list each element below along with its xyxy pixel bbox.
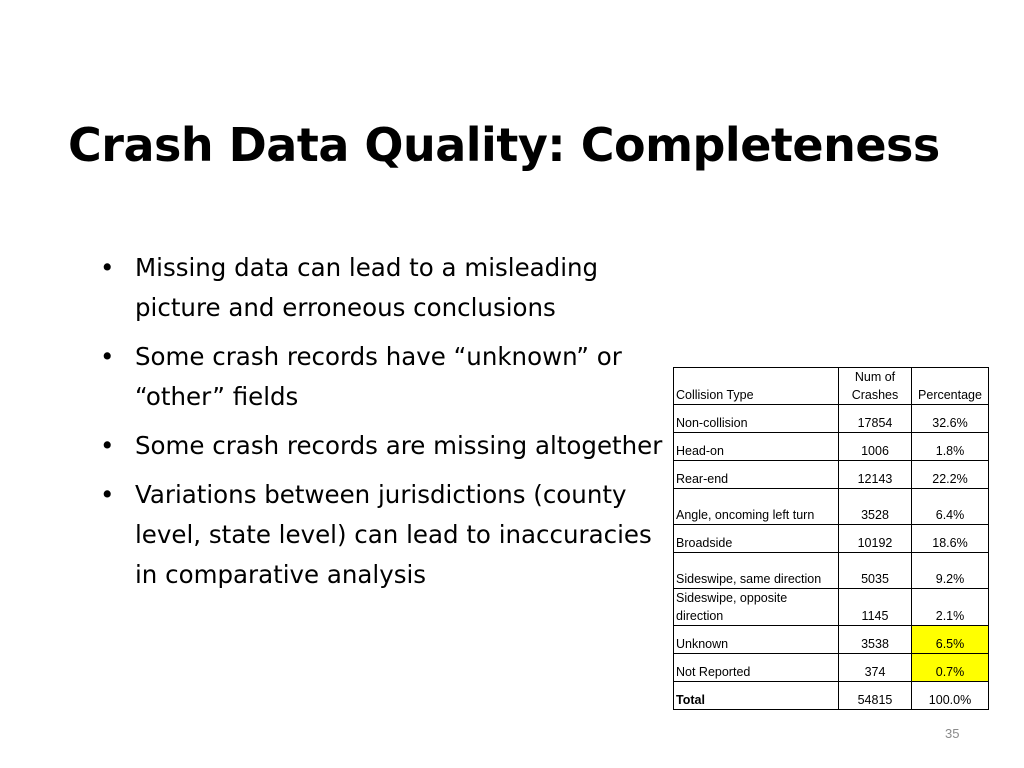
- cell-collision-type: Not Reported: [674, 654, 839, 682]
- table-total-row: [674, 682, 989, 710]
- cell-collision-type: Unknown: [674, 626, 839, 654]
- table-row: [674, 626, 989, 654]
- cell-collision-type: Sideswipe, opposite direction: [674, 589, 839, 626]
- table-row: [674, 405, 989, 433]
- page-number: 35: [945, 726, 960, 741]
- cell-num-crashes: 5035: [839, 553, 912, 589]
- cell-num-crashes: 10192: [839, 525, 912, 553]
- table-row: [674, 489, 989, 525]
- bullet-item: • Variations between jurisdictions (county level, state level) can lead to inaccuracies in comparative analysis: [100, 475, 670, 595]
- cell-percentage: 32.6%: [912, 405, 989, 433]
- cell-percentage: 2.1%: [912, 589, 989, 626]
- cell-collision-type: Non-collision: [674, 405, 839, 433]
- cell-num-crashes: 12143: [839, 461, 912, 489]
- table-row: [674, 461, 989, 489]
- cell-percentage-highlighted: 0.7%: [912, 654, 989, 682]
- table-header-row: [674, 368, 989, 405]
- table-row: [674, 433, 989, 461]
- cell-percentage: 22.2%: [912, 461, 989, 489]
- cell-collision-type: Rear-end: [674, 461, 839, 489]
- table-row: [674, 525, 989, 553]
- header-num-crashes: Num of Crashes: [839, 368, 912, 405]
- slide-title: Crash Data Quality: Completeness: [68, 118, 940, 172]
- cell-collision-type: Angle, oncoming left turn: [674, 489, 839, 525]
- cell-num-crashes: 1145: [839, 589, 912, 626]
- bullet-item: • Some crash records have “unknown” or “other” fields: [100, 337, 670, 417]
- cell-num-crashes: 1006: [839, 433, 912, 461]
- bullet-item: • Some crash records are missing altogether: [100, 426, 670, 466]
- bullet-list: [100, 248, 670, 604]
- table-row: [674, 654, 989, 682]
- header-percentage: Percentage: [912, 368, 989, 405]
- cell-percentage: 6.4%: [912, 489, 989, 525]
- cell-percentage: 1.8%: [912, 433, 989, 461]
- cell-percentage: 9.2%: [912, 553, 989, 589]
- cell-total-label: Total: [674, 682, 839, 710]
- cell-total-num: 54815: [839, 682, 912, 710]
- table-row: [674, 589, 989, 626]
- header-collision-type: Collision Type: [674, 368, 839, 405]
- cell-num-crashes: 3538: [839, 626, 912, 654]
- cell-num-crashes: 3528: [839, 489, 912, 525]
- cell-percentage-highlighted: 6.5%: [912, 626, 989, 654]
- cell-percentage: 18.6%: [912, 525, 989, 553]
- table-row: [674, 553, 989, 589]
- cell-collision-type: Broadside: [674, 525, 839, 553]
- collision-type-table: [673, 367, 989, 710]
- cell-num-crashes: 17854: [839, 405, 912, 433]
- cell-num-crashes: 374: [839, 654, 912, 682]
- cell-total-pct: 100.0%: [912, 682, 989, 710]
- collision-table-container: [673, 367, 989, 710]
- cell-collision-type: Sideswipe, same direction: [674, 553, 839, 589]
- bullet-item: • Missing data can lead to a misleading picture and erroneous conclusions: [100, 248, 670, 328]
- cell-collision-type: Head-on: [674, 433, 839, 461]
